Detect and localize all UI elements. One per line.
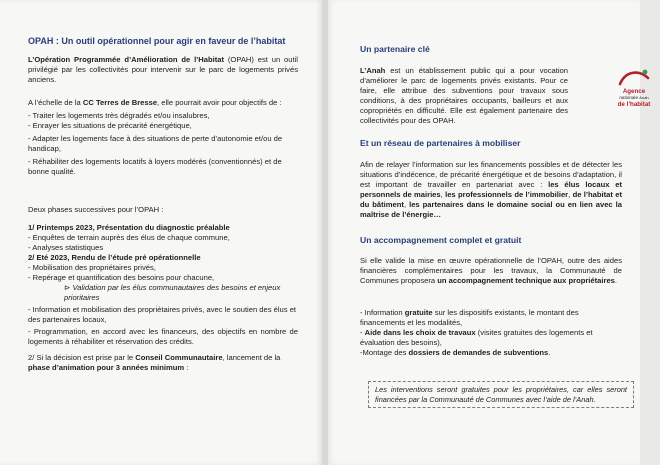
support-post: .: [614, 276, 618, 286]
logo-swoosh-icon: [618, 68, 650, 88]
intro-rest: (OPAH) est un outil privilégié par les collectivités pour intervenir sur le parc de logements privés anciens.: [28, 55, 298, 85]
intro-block: [28, 55, 298, 85]
network-title: Et un réseau de partenaires à mobiliser: [360, 138, 521, 148]
objective-item: - Adapter les logements face à des situations de perte d’autonomie et/ou de handicap,: [28, 134, 283, 154]
decision-bold1: Conseil Communautaire: [135, 353, 223, 363]
free-service-note: Les interventions seront gratuites pour les propriétaires, car elles seront financées par la Communauté de Communes avec l’aide de l’Anah.: [368, 381, 634, 408]
objective-item: - Traiter les logements très dégradés et/ou insalubres,: [28, 111, 210, 121]
phase1-item: - Analyses statistiques: [28, 243, 104, 253]
support-title: Un accompagnement complet et gratuit: [360, 235, 522, 245]
logo-line1: Agence: [622, 88, 646, 95]
partner-text: est un établissement public qui a pour vocation d’améliorer le parc de logements privés existants. Pour ce faire, elle attribue des subventions pour travaux sous conditions, à des propriétaires occupants, bailleurs et aux copropriétés en difficulté. Elle est également partenaire des collectivités pour des OPAH.: [360, 66, 568, 126]
aide-bold: Aide dans les choix de travaux: [364, 328, 476, 338]
service-item: [360, 328, 622, 348]
phase1-title: 1/ Printemps 2023, Présentation du diagnostic préalable: [28, 223, 230, 233]
network-bold: les partenaires dans le domaine social ou en lien avec la maîtrise de l’énergie…: [360, 200, 622, 220]
page-title: OPAH : Un outil opérationnel pour agir en faveur de l’habitat: [28, 36, 286, 46]
service-item: [360, 348, 622, 358]
support-paragraph: [360, 256, 622, 286]
left-page: [0, 0, 322, 465]
objectives-block: [28, 98, 298, 177]
network-pre: Afin de relayer l’information sur les financements possibles et de détecter les situations d’indécence, de précarité énergétique et de besoins d’adaptation, il est important de travailler en partenariat avec :: [360, 160, 622, 190]
phase2-subitem: ⊳ Validation par les élus communautaires des besoins et enjeux prioritaires: [64, 283, 281, 303]
decision-mid: , lancement de la: [222, 353, 281, 363]
aide-post: (visites gratuites des logements et évaluation des besoins),: [360, 328, 593, 348]
logo-mark: Anah: [639, 95, 649, 101]
montage-pre: -Montage des: [360, 348, 409, 358]
info-post: sur les dispositifs existants, le montant des financements et les modalités,: [360, 308, 579, 328]
info-bold: gratuite: [404, 308, 433, 317]
network-block: [360, 160, 622, 220]
service-item: [360, 308, 622, 328]
partner-paragraph: [360, 66, 568, 126]
network-sep: ,: [568, 190, 573, 200]
scale-pre: A l’échelle de la: [28, 98, 83, 107]
network-bold: les élus locaux et personnels de mairies: [360, 180, 622, 200]
montage-bold: dossiers de demandes de subventions: [408, 348, 549, 358]
phase2-more: - Programmation, en accord avec les financeurs, des objectifs en nombre de logements à réhabiliter et réservation des crédits.: [28, 327, 298, 347]
phases-intro: Deux phases successives pour l’OPAH :: [28, 205, 164, 214]
partner-title: Un partenaire clé: [360, 44, 430, 54]
partner-bold: L’Anah: [360, 66, 386, 75]
scale-bold: CC Terres de Bresse: [82, 98, 158, 107]
phase2-title: 2/ Eté 2023, Rendu de l’étude pré opérationnelle: [28, 253, 201, 263]
partner-block: [360, 66, 568, 126]
logo-text: [608, 88, 660, 108]
right-page: [328, 0, 651, 465]
phases-block: [28, 205, 298, 373]
scale-post: , elle pourrait avoir pour objectifs de :: [157, 98, 282, 107]
anah-logo: [608, 68, 658, 128]
logo-line2: nationale: [619, 95, 639, 101]
intro-paragraph: [28, 55, 298, 85]
decision-pre: 2/ Si la décision est prise par le: [28, 353, 136, 363]
network-sep: ,: [403, 200, 410, 210]
decision-post: :: [184, 363, 189, 373]
network-bold: les professionnels de l’immobilier: [445, 190, 569, 200]
intro-bold: L’Opération Programmée d’Amélioration de l’Habitat: [28, 55, 225, 64]
phase2-item: - Repérage et quantification des besoins pour chacune,: [28, 273, 215, 283]
objective-item: - Enrayer les situations de précarité énergétique,: [28, 121, 192, 131]
aide-pre: -: [360, 328, 365, 338]
phase2-more: - Information et mobilisation des propriétaires privés, avec le soutien des élus et des partenaires locaux,: [28, 305, 297, 325]
support-bold: un accompagnement technique aux propriétaires: [437, 276, 615, 286]
support-block: [360, 256, 622, 286]
support-pre: Si elle valide la mise en œuvre opérationnelle de l’OPAH, outre des aides financières complémentaires pour les travaux, la Communauté de Communes proposera: [360, 256, 622, 286]
network-paragraph: [360, 160, 622, 220]
info-pre: - Information: [360, 308, 405, 317]
logo-line3: de l’habitat: [617, 100, 651, 108]
phase1-item: - Enquêtes de terrain auprès des élus de chaque commune,: [28, 233, 230, 243]
services-list: [360, 308, 622, 358]
phase2-item: - Mobilisation des propriétaires privés,: [28, 263, 156, 273]
montage-post: .: [548, 348, 551, 358]
network-bold: de l’habitat et du bâtiment: [360, 190, 622, 210]
network-sep: ,: [440, 190, 446, 200]
objective-item: - Réhabiliter des logements locatifs à loyers modérés (conventionnés) et de bonne qualité.: [28, 157, 282, 177]
decision-paragraph: [28, 353, 298, 373]
scale-paragraph: [28, 98, 298, 108]
decision-bold2: phase d’animation pour 3 années minimum: [28, 363, 185, 373]
